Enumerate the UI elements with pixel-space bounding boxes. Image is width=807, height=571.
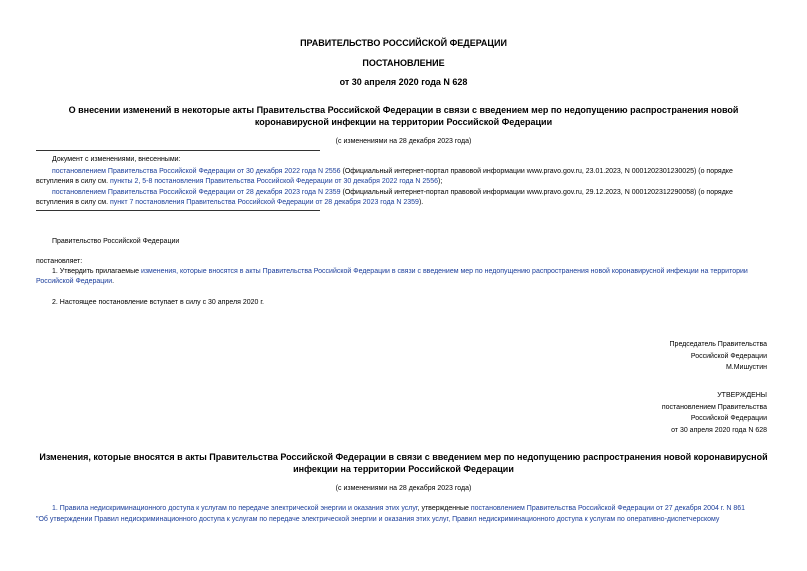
change-link-2359-point[interactable]: пункт 7 постановления Правительства Российской Федерации от 28 декабря 2023 года N 2359 [110,199,419,206]
annex-paragraph-1-line2 [36,514,771,525]
change-item-1-text: (Официальный интернет-портал правовой информации www.pravo.gov.ru, 23.01.2023, N 0001202301230025) (о порядке [340,168,733,175]
approved-line4: от 30 апреля 2020 года N 628 [671,426,767,434]
document-title-line2: коронавирусной инфекции на территории Российской Федерации [254,117,553,127]
signature-block [670,339,767,374]
document-type: ПОСТАНОВЛЕНИЕ [362,58,445,68]
change-item-1-suffix: ); [437,178,443,185]
paragraph-1-line2 [36,276,114,287]
change-link-2556[interactable]: постановлением Правительства Российской Федерации от 30 декабря 2022 года N 2556 [52,168,341,175]
signature-name: М.Мишустин [725,364,767,371]
approved-line3: Российской Федерации [690,415,767,422]
resolution-861-title-link[interactable]: "Об утверждении Правил недискриминационного доступа к услугам по передаче электрической энергии и оказания этих услуг, Правил недискриминационного доступа к услугам по оперативно-диспетчерскому [36,516,720,523]
divider-top [36,150,320,151]
resolution-861-link[interactable]: постановлением Правительства Российской Федерации от 27 декабря 2004 г. N 861 [470,505,746,512]
document-date-number: от 30 апреля 2020 года N 628 [339,77,468,87]
approved-heading: УТВЕРЖДЕНЫ [717,392,767,399]
change-item-2-line2 [36,197,423,208]
annex-title-line1: Изменения, которые вносятся в акты Правительства Российской Федерации в связи с введением мер по недопущению распространения новой коронавирусной [39,452,768,462]
paragraph-1 [52,266,748,277]
signature-country: Российской Федерации [690,352,767,360]
change-item-1-prefix: вступления в силу см. [36,178,111,185]
changes-intro: Документ с изменениями, внесенными: [52,156,181,163]
changes-annex-link[interactable]: изменения, которые вносятся в акты Правительства Российской Федерации в связи с введением мер по недопущению распространения новой коронавирусной инфекции на территории [140,268,748,275]
decides-word: постановляет: [36,258,83,265]
divider-bottom [36,210,320,211]
change-link-2359[interactable]: постановлением Правительства Российской Федерации от 28 декабря 2023 года N 2359 [52,189,341,196]
change-link-2556-points[interactable]: пункты 2, 5-8 постановления Правительства Российской Федерации от 30 декабря 2022 года N 2556 [110,178,438,185]
change-item-2-text: (Официальный интернет-портал правовой информации www.pravo.gov.ru, 29.12.2023, N 0001202312290058) (о порядке [340,189,733,196]
revision-note: (с изменениями на 28 декабря 2023 года) [335,138,472,145]
annex-title-line2: инфекции на территории Российской Федерации [293,464,514,474]
paragraph-1-start: 1. Утвердить прилагаемые [52,268,141,275]
changes-annex-link-cont[interactable]: Российской Федерации [36,278,113,285]
annex-revision-note: (с изменениями на 28 декабря 2023 года) [335,485,472,492]
paragraph-2: 2. Настоящее постановление вступает в силу с 30 апреля 2020 г. [52,299,264,306]
rules-link[interactable]: 1. Правила недискриминационного доступа к услугам по передаче электрической энергии и оказания этих услуг [52,505,418,512]
change-item-2-suffix: ). [418,199,424,206]
annex-paragraph-1 [52,503,745,514]
signature-title: Председатель Правительства [669,341,767,348]
paragraph-1-end: . [112,278,115,285]
document-title-line1: О внесении изменений в некоторые акты Правительства Российской Федерации в связи с введением мер по недопущению распространения новой [68,105,739,115]
annex-paragraph-1-mid: , утвержденные [417,505,471,512]
government-name: Правительство Российской Федерации [52,238,180,245]
approved-block [662,390,767,436]
government-heading: ПРАВИТЕЛЬСТВО РОССИЙСКОЙ ФЕДЕРАЦИИ [300,38,507,48]
change-item-1-line2 [36,176,442,187]
approved-line2: постановлением Правительства [661,403,767,411]
change-item-2-prefix: вступления в силу см. [36,199,111,206]
